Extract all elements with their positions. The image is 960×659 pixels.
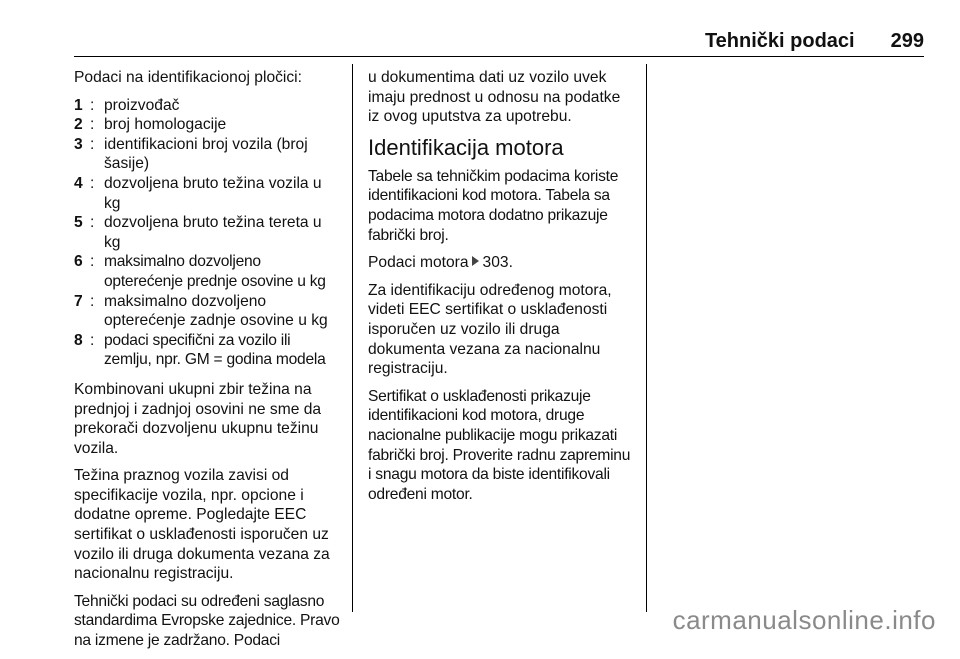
item-separator: : — [90, 135, 95, 153]
item-text: maksimalno dozvoljeno opterećenje zadnje osovine u kg — [104, 292, 328, 330]
continued-paragraph: u dokumentima dati uz vozilo uvek imaju prednost u odnosu na podatke iz ovog uputstva za upotrebu. — [368, 69, 621, 126]
list-item — [74, 174, 340, 213]
item-text: proizvođač — [104, 96, 180, 114]
item-separator: : — [90, 116, 95, 134]
item-number: 8 — [74, 331, 83, 349]
certificate-paragraph: Sertifikat o usklađenosti prikazuje identifikacioni kod motora, druge nacionalne publikacije mogu prikazati fabrički broj. Proverite radnu zapreminu i snagu motora da biste identifikovali određeni motor. — [368, 387, 631, 503]
section-heading: Identifikacija motora — [368, 134, 564, 160]
empty-weight-paragraph: Težina praznog vozila zavisi od specifikacije vozila, npr. opcione i dodatne opreme. Pogledajte EEC sertifikat o usklađenosti isporučen uz vozilo ili druga dokumenta vezana za nacionalnu registraciju. — [74, 467, 330, 583]
reference-label: Podaci motora — [368, 254, 469, 272]
item-separator: : — [90, 331, 95, 349]
plate-intro: Podaci na identifikacionoj pločici: — [74, 69, 302, 86]
column-right — [368, 68, 634, 512]
item-text: dozvoljena bruto težina vozila u kg — [104, 174, 322, 212]
eec-certificate-paragraph: Za identifikaciju određenog motora, videti EEC sertifikat o usklađenosti isporučen uz vozilo ili druga dokumenta vezana za nacionalnu registraciju. — [368, 281, 612, 378]
list-item — [74, 115, 340, 135]
item-text: podaci specifični za vozilo ili zemlju, npr. GM = godina modela — [104, 331, 326, 369]
reference-page[interactable]: 303. — [482, 254, 513, 272]
column-divider-right — [646, 64, 647, 612]
list-item — [74, 331, 340, 370]
item-separator: : — [90, 214, 95, 232]
engine-id-paragraph: Tabele sa tehničkim podacima koriste identifikacioni kod motora. Tabela sa podacima motora dodatno prikazuje fabrički broj. — [368, 167, 619, 244]
axle-weight-paragraph: Kombinovani ukupni zbir težina na prednjoj i zadnjoj osovini ne sme da prekorači dozvoljenu ukupnu težinu vozila. — [74, 380, 322, 457]
item-number: 7 — [74, 292, 83, 310]
item-text: identifikacioni broj vozila (broj šasije) — [104, 135, 308, 173]
item-separator: : — [90, 253, 95, 271]
item-number: 3 — [74, 135, 83, 153]
item-text: maksimalno dozvoljeno opterećenje prednje osovine u kg — [104, 253, 326, 290]
item-text: dozvoljena bruto težina tereta u kg — [104, 214, 322, 251]
page-header — [74, 26, 924, 57]
watermark-text: carmanualsonline.info — [672, 605, 936, 635]
column-left — [74, 68, 340, 659]
item-text: broj homologacije — [104, 116, 227, 134]
engine-data-reference[interactable] — [368, 253, 634, 273]
item-separator: : — [90, 292, 95, 310]
item-number: 6 — [74, 253, 83, 271]
column-divider-left — [352, 64, 353, 612]
item-number: 2 — [74, 116, 83, 134]
page-title: Tehnički podaci — [704, 29, 855, 52]
list-item — [74, 213, 340, 252]
plate-items-list — [74, 96, 340, 370]
item-separator: : — [90, 174, 95, 192]
list-item — [74, 252, 340, 291]
item-number: 4 — [74, 174, 83, 192]
standards-paragraph: Tehnički podaci su određeni saglasno standardima Evropske zajednice. Pravo na izmene je zadržano. Podaci — [74, 592, 340, 650]
item-number: 1 — [74, 96, 83, 114]
list-item — [74, 96, 340, 116]
item-number: 5 — [74, 214, 83, 232]
arrow-right-icon — [472, 256, 479, 266]
item-separator: : — [90, 96, 95, 114]
page-number: 299 — [890, 29, 924, 52]
list-item — [74, 135, 340, 174]
list-item — [74, 292, 340, 331]
